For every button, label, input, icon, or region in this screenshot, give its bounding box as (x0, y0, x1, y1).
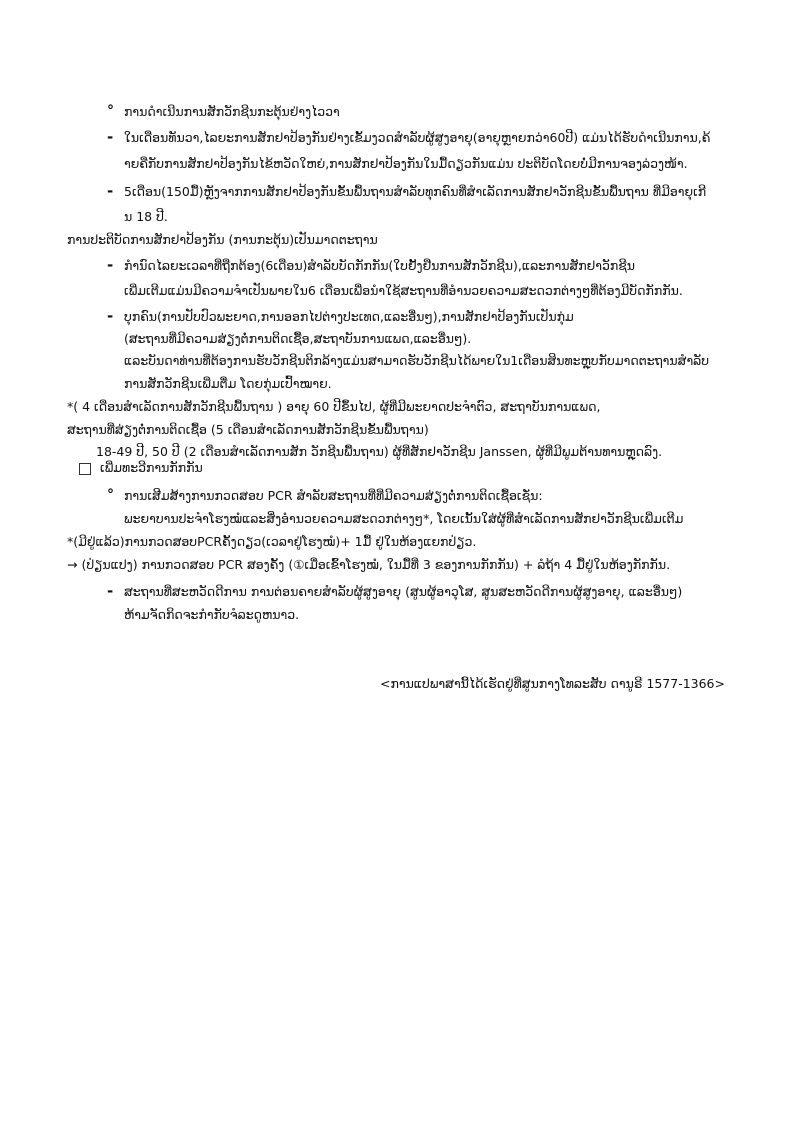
note-five-months: ສະຖານທີ່ສ່ຽງຕໍ່ການຕິດເຊື້ອ (5 ເດືອນສຳເລັດການສັກວັກຊີນຂັ້ນພື້ນຖານ) (67, 422, 429, 437)
translation-footer: <ການແປພາສານີ້ໄດ້ເຮັດຢູ່ທີ່ສູນກາງໂທລະສັບ ດານູຣີ 1577-1366> (379, 676, 725, 691)
note-existing-pcr: *(ມີຢູ່ແລ້ວ)ການກວດສອບPCRຄັ້ງດຽວ(ເວລາຢູ່ໂຮງໝໍ)+ 1ມື້ ຢູ່ໃນຫ້ອງແຍກປ່ຽວ. (67, 534, 477, 549)
note-changed-pcr: → (ປ່ຽນແປງ) ການກວດສອບ PCR ສອງຄັ້ງ (①ເມື່ອເຂົ້າໂຮງໝໍ, ໃນມື້ທີ່ 3 ຂອງການກັກກັນ) + ລໍຖ້າ 4 ມື້ຢູ່ໃນຫ້ອງກັກກັນ. (67, 557, 671, 572)
item-individuals-cont1: (ສະຖານທີ່ມີຄວາມສ່ຽງຕໍ່ການຕິດເຊື້ອ,ສະຖາບັນການແພດ,ແລະອື່ນໆ). (124, 331, 472, 346)
circle-bullet: ° (107, 487, 114, 503)
checkbox-bullet-icon (79, 463, 91, 475)
note-two-months: 18-49 ປີ, 50 ປີ (2 ເດືອນສຳເລັດການສັກ ວັກຊີນພື້ນຖານ) ຜູ້ທີ່ສັກຢາວັກຊີນ Janssen, ຜູ້ທີ່ມີພູມຕ້ານທານຫຼຸດລົງ. (96, 444, 663, 459)
item-individuals: ບຸກຄົນ(ການປັບປົວພະຍາດ,ການອອກໄປຕ່າງປະເທດ,ແລະອື່ນໆ),ການສັກຢາປ້ອງກັນເປັນກຸ່ມ (124, 309, 574, 324)
item-rapid-booster: ການດຳເນີນການສັກວັກຊີນກະຕຸ້ນຢ່າງໄວວາ (124, 104, 340, 119)
item-welfare-facilities: ສະຖານທີ່ສະຫວັດດີການ ການຕ່ອນຄາຍສຳລັບຜູ້ສູງອາຍຸ (ສູນຜູ້ອາວຸໂສ, ສູນສະຫວັດດີການຜູ້ສູງອາຍຸ, ແລະອື່ນໆ) (124, 584, 683, 599)
item-pcr-strengthen: ການເສີມສ້າງການກວດສອບ PCR ສຳລັບສະຖານທີ່ທີ່ມີຄວາມສ່ຽງຕໍ່ການຕິດເຊື້ອເຊັ່ນ: (124, 488, 543, 503)
note-four-months: *( 4 ເດືອນສຳເລັດການສັກວັກຊີນພື້ນຖານ ) ອາຍຸ 60 ປີຂຶ້ນໄປ, ຜູ້ທີ່ມີພະຍາດປະຈຳຕົວ, ສະຖາບັນການແພດ, (67, 399, 601, 414)
section-heading: ການປະຕິບັດການສັກຢາປ້ອງກັນ (ການກະຕຸ້ນ)ເປັນມາດຕະຖານ (67, 232, 378, 247)
dash-bullet: - (107, 182, 114, 200)
dash-bullet: - (107, 256, 114, 274)
item-validity-period: ກຳນົດໄລຍະເວລາທີ່ຖືກຕ້ອງ(6ເດືອນ)ສຳລັບບັດກັກກັນ(ໃບຢັ້ງຢືນການສັກວັກຊີນ),ແລະການສັກຢາວັກຊີນ (124, 258, 636, 273)
item-december-elderly: ໃນເດືອນທັນວາ,ໄລຍະການສັກຢາປ້ອງກັນຢ່າງເຂັ້ມງວດສຳລັບຜູ້ສູງອາຍຸ(ອາຍຸຫຼາຍກວ່າ60ປີ) ແມ່ນໄດ້ຮັບດຳເນີນການ,ຄ້ (124, 130, 711, 145)
item-five-months-cont: ນ 18 ປີ. (124, 209, 168, 224)
dash-bullet: - (107, 582, 114, 600)
item-december-elderly-cont: າຍຄືກັບການສັກຢາປ້ອງກັນໄຂ້ຫວັດໃຫຍ່,ການສັກຢາປ້ອງກັນໃນມື້ດຽວກັນແມ່ນ ປະຕິບັດໂດຍບໍ່ມີການຈອງລ່ວງໜ້າ. (124, 156, 688, 171)
item-welfare-facilities-cont: ຫ້າມຈັດກິດຈະກຳກັບຈໍລະດູຫນາວ. (124, 607, 300, 622)
item-individuals-cont3: ການສັກວັກຊີນເພີ່ມຕື່ມ ໂດຍກຸ່ມເປົ້າໝາຍ. (124, 376, 332, 391)
dash-bullet: - (107, 128, 114, 146)
item-individuals-cont2: ແລະບັນດາທ່ານທີ່ຕ້ອງການຮັບວັກຊີນຕິກລ້າງແມ່ນສາມາດຮັບວັກຊີນໄດ້ພາຍໃນ1ເດືອນສິນທະຫຼຸບກັບມາດຕະຖານສຳລັບ (124, 353, 710, 368)
dash-bullet: - (107, 307, 114, 325)
item-five-months: 5ເດືອນ(150ມື້)ຫຼັງຈາກການສັກຢາປ້ອງກັນຂັ້ນພື້ນຖານສຳລັບທຸກຄົນທີ່ສຳເລັດການສັກຢາວັກຊີນຂັ້ນພື້ນຖານ ທີ່ມີອາຍຸເກີ (124, 184, 707, 199)
item-pcr-strengthen-cont: ພະຍາບານປະຈຳໂຮງໝໍແລະສິ່ງອຳນວຍຄວາມສະດວກຕ່າງໆ*, ໂດຍເນັ້ນໃສ່ຜູ້ທີ່ສຳເລັດການສັກຢາວັກຊີນເພີ່ມເຕີມ (124, 511, 684, 526)
item-validity-period-cont: ເພີ່ມເຕີມແມ່ນມີຄວາມຈຳເປັນພາຍໃນ6 ເດືອນເພື່ອນຳໃຊ້ສະຖານທີ່ອຳນວຍຄວາມສະດວກຕ່າງໆທີ່ຕ້ອງມີບັດກັກກັນ. (124, 283, 683, 298)
box-item-quarantine: ເພີ່ມທະວີການກັກກັນ (100, 460, 203, 475)
circle-bullet: ° (107, 103, 114, 119)
